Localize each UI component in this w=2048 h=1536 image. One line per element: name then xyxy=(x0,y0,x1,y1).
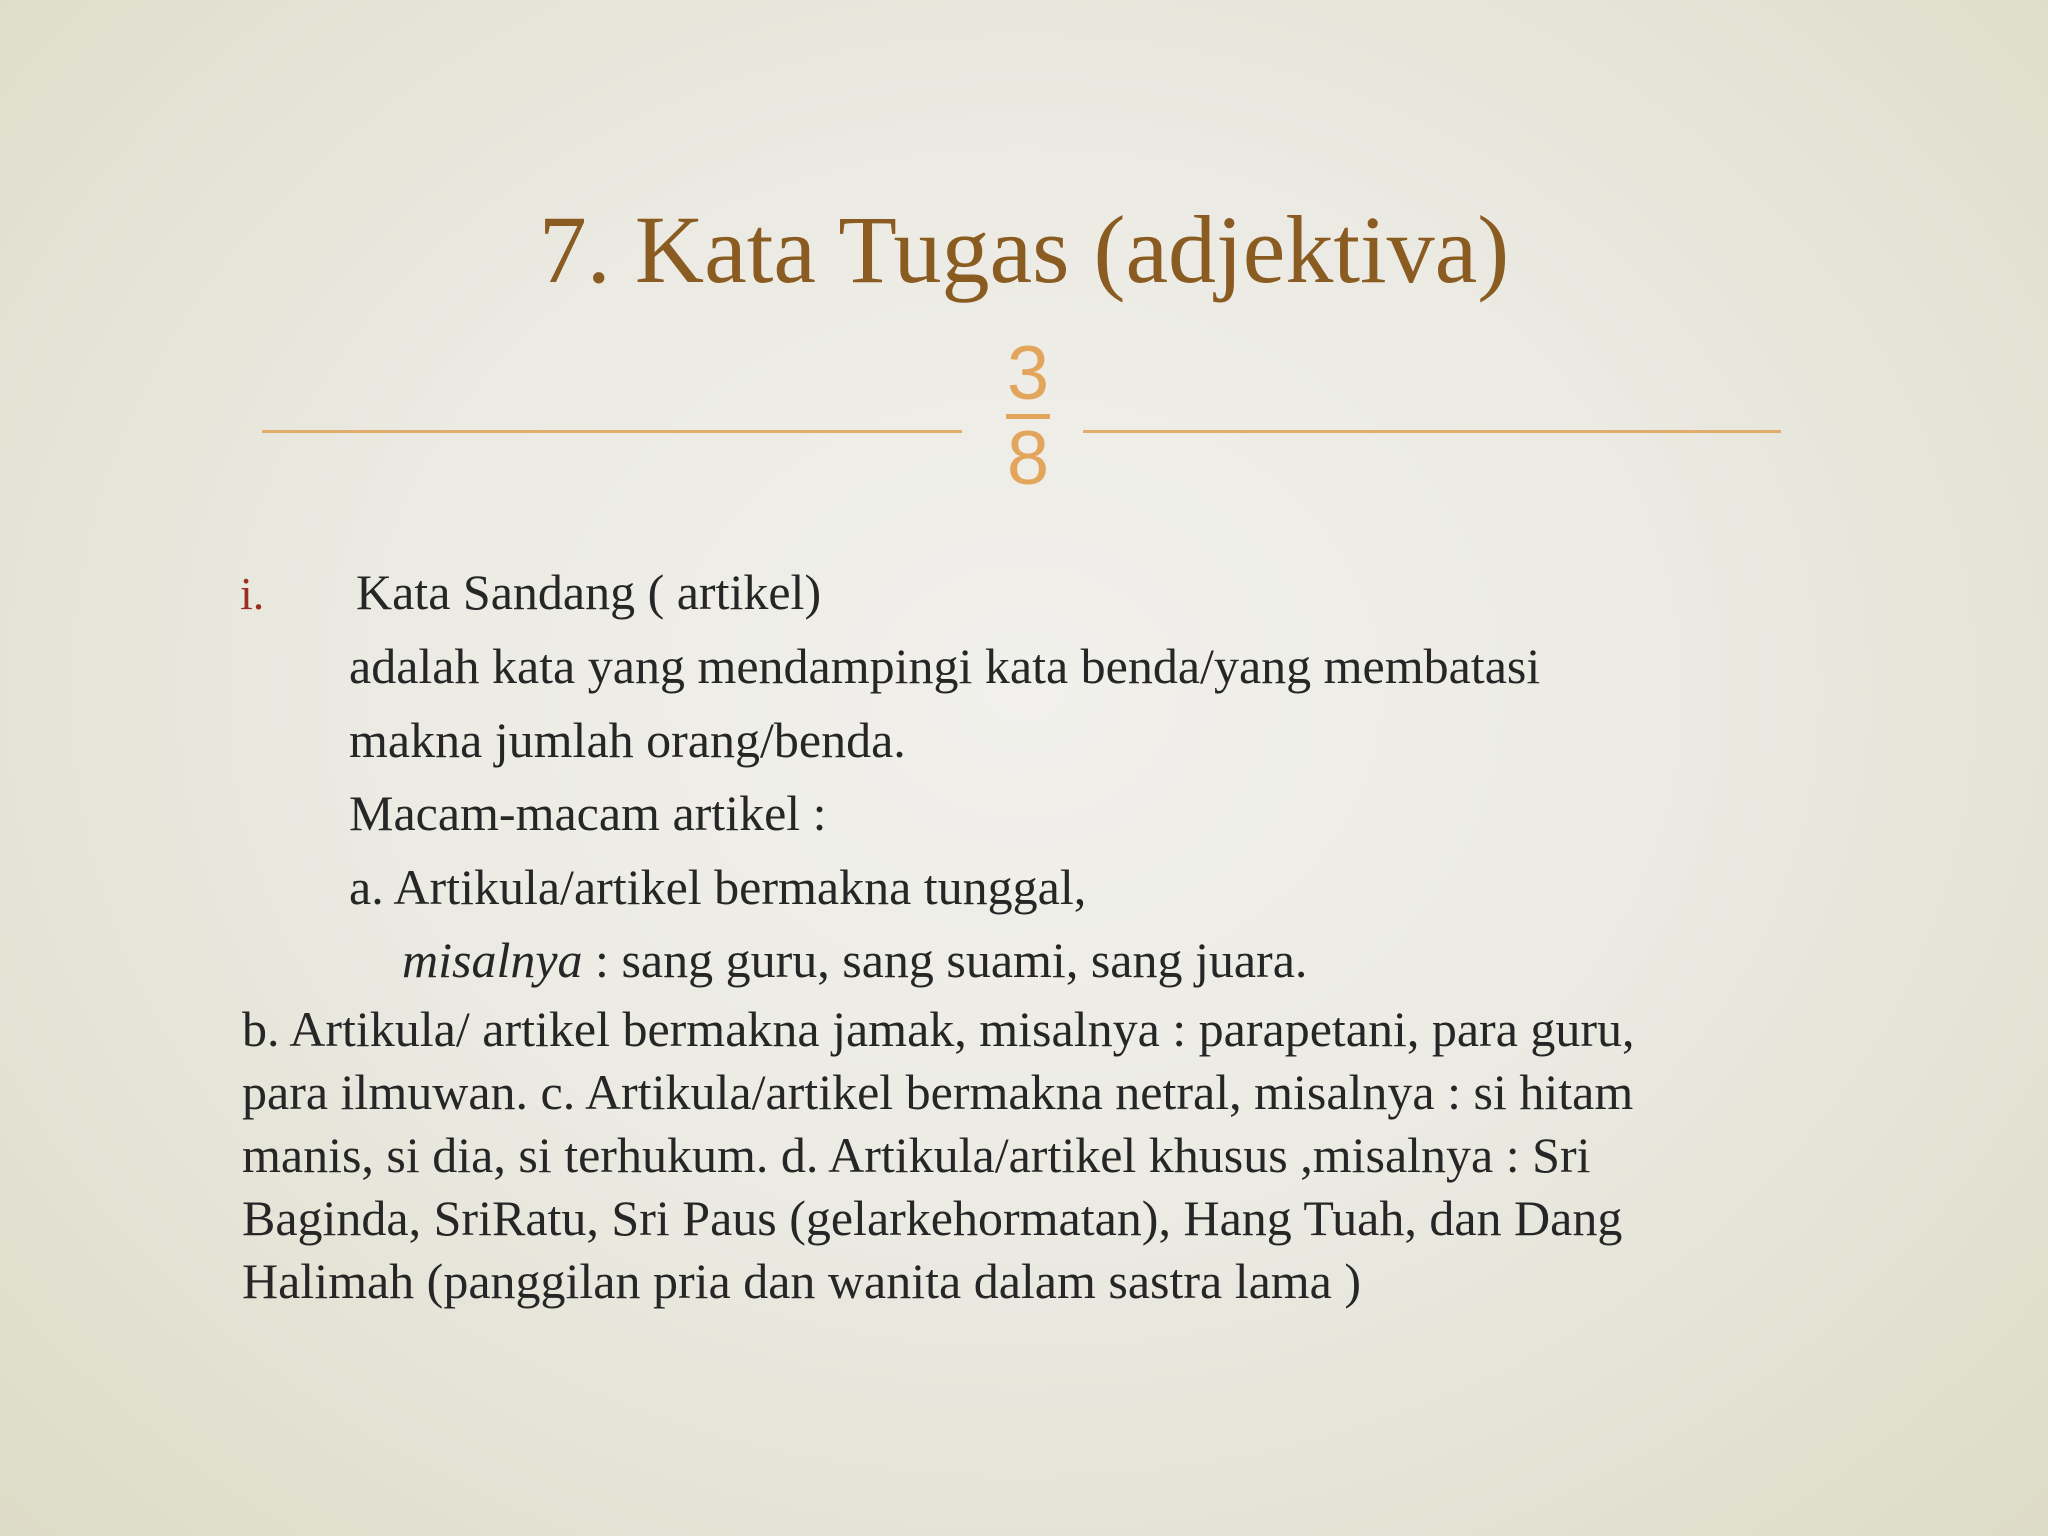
types-paragraph xyxy=(242,998,1902,1313)
example-text: : sang guru, sang suami, sang juara. xyxy=(582,932,1308,988)
paragraph-line: para ilmuwan. c. Artikula/artikel bermakna netral, misalnya : si hitam xyxy=(242,1064,1634,1120)
paragraph-line: b. Artikula/ artikel bermakna jamak, misalnya : parapetani, para guru, xyxy=(242,1001,1635,1057)
slide-title: 7. Kata Tugas (adjektiva) xyxy=(538,196,1510,303)
type-a: a. Artikula/artikel bermakna tunggal, xyxy=(349,859,1087,915)
example-label: misalnya xyxy=(402,932,583,988)
list-item-marker: i. xyxy=(240,568,265,619)
definition-line-2: makna jumlah orang/benda. xyxy=(349,712,906,768)
paragraph-line: manis, si dia, si terhukum. d. Artikula/artikel khusus ,misalnya : Sri xyxy=(242,1127,1591,1183)
definition-line-1: adalah kata yang mendampingi kata benda/yang membatasi xyxy=(349,638,1541,694)
item-heading: Kata Sandang ( artikel) xyxy=(356,564,822,620)
slide-number-bottom: 8 xyxy=(1006,416,1050,501)
paragraph-line: Baginda, SriRatu, Sri Paus (gelarkehormatan), Hang Tuah, dan Dang xyxy=(242,1190,1623,1246)
paragraph-line: Halimah (panggilan pria dan wanita dalam sastra lama ) xyxy=(242,1253,1362,1309)
type-a-example xyxy=(402,930,1307,990)
slide-number xyxy=(1000,332,1056,501)
title-divider-right xyxy=(1083,430,1781,433)
slide-number-top: 3 xyxy=(1006,331,1050,416)
title-divider-left xyxy=(262,430,962,433)
types-intro: Macam-macam artikel : xyxy=(349,785,827,841)
